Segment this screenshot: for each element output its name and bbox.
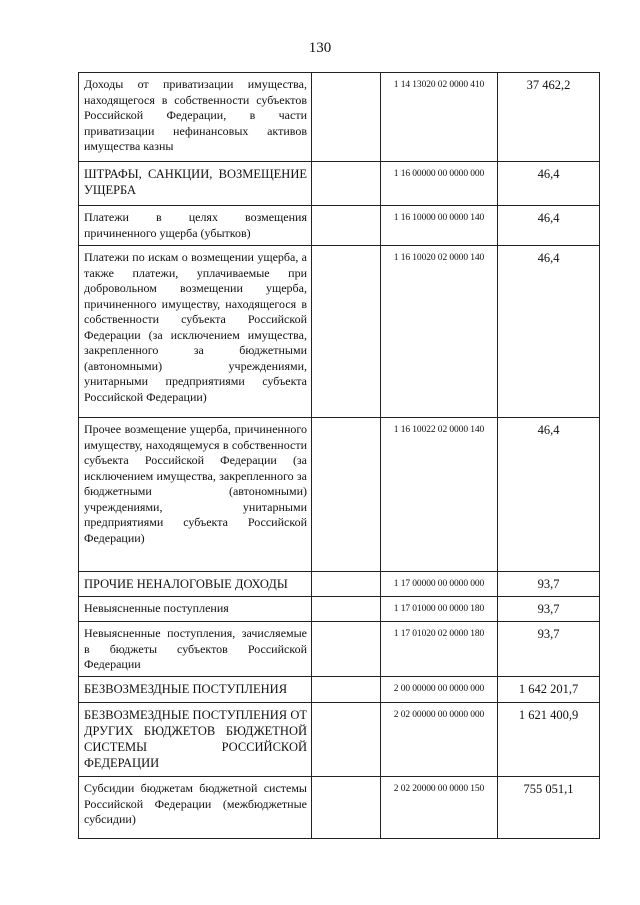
row-name: Невыясненные поступления, зачисляемые в бюджеты субъектов Российской Федерации [79, 622, 312, 677]
empty-cell [312, 597, 381, 622]
empty-cell [312, 162, 381, 206]
table-row [79, 597, 600, 622]
revenue-table [78, 72, 600, 839]
empty-cell [312, 677, 381, 703]
table-row [79, 777, 600, 839]
table-row [79, 572, 600, 597]
table-row [79, 206, 600, 246]
row-value: 93,7 [498, 572, 600, 597]
row-name: ПРОЧИЕ НЕНАЛОГОВЫЕ ДОХОДЫ [79, 572, 312, 597]
table-row [79, 162, 600, 206]
row-code: 1 16 10000 00 0000 140 [381, 206, 498, 246]
empty-cell [312, 73, 381, 162]
row-name: Платежи по искам о возмещении ущерба, а также платежи, уплачиваемые при добровольном возмещении ущерба, причиненного имуществу, находящегося в собственности субъекта Российской Федерации (за исключением имущества, закрепленного за бюджетными (автономными) учреждениями, унитарными предприятиями субъекта Российской Федерации) [79, 246, 312, 418]
row-value: 1 642 201,7 [498, 677, 600, 703]
table-row [79, 677, 600, 703]
row-name: БЕЗВОЗМЕЗДНЫЕ ПОСТУПЛЕНИЯ [79, 677, 312, 703]
row-name: Прочее возмещение ущерба, причиненного имуществу, находящемуся в собственности субъекта Российской Федерации (за исключением имущества, закрепленного за бюджетными (автономными) учреждениями, унитарными предприятиями субъекта Российской Федерации) [79, 418, 312, 572]
table-row [79, 622, 600, 677]
row-value: 93,7 [498, 622, 600, 677]
row-name: Платежи в целях возмещения причиненного ущерба (убытков) [79, 206, 312, 246]
empty-cell [312, 206, 381, 246]
row-code: 1 17 01020 02 0000 180 [381, 622, 498, 677]
row-code: 2 00 00000 00 0000 000 [381, 677, 498, 703]
row-value: 755 051,1 [498, 777, 600, 839]
row-value: 46,4 [498, 246, 600, 418]
table-row [79, 418, 600, 572]
row-value: 93,7 [498, 597, 600, 622]
table-row [79, 703, 600, 777]
page-number: 130 [308, 40, 332, 56]
empty-cell [312, 246, 381, 418]
row-code: 1 16 10022 02 0000 140 [381, 418, 498, 572]
empty-cell [312, 703, 381, 777]
row-code: 1 17 01000 00 0000 180 [381, 597, 498, 622]
row-name: ШТРАФЫ, САНКЦИИ, ВОЗМЕЩЕНИЕ УЩЕРБА [79, 162, 312, 206]
row-code: 2 02 20000 00 0000 150 [381, 777, 498, 839]
row-code: 1 16 00000 00 0000 000 [381, 162, 498, 206]
empty-cell [312, 418, 381, 572]
row-name: Невыясненные поступления [79, 597, 312, 622]
empty-cell [312, 572, 381, 597]
row-code: 1 14 13020 02 0000 410 [381, 73, 498, 162]
row-name: Доходы от приватизации имущества, находящегося в собственности субъектов Российской Федерации, в части приватизации нефинансовых активов имущества казны [79, 73, 312, 162]
empty-cell [312, 777, 381, 839]
table-row [79, 73, 600, 162]
row-value: 46,4 [498, 418, 600, 572]
row-code: 2 02 00000 00 0000 000 [381, 703, 498, 777]
row-code: 1 17 00000 00 0000 000 [381, 572, 498, 597]
table-row [79, 246, 600, 418]
row-name: БЕЗВОЗМЕЗДНЫЕ ПОСТУПЛЕНИЯ ОТ ДРУГИХ БЮДЖЕТОВ БЮДЖЕТНОЙ СИСТЕМЫ РОССИЙСКОЙ ФЕДЕРАЦИИ [79, 703, 312, 777]
row-value: 46,4 [498, 162, 600, 206]
row-value: 46,4 [498, 206, 600, 246]
empty-cell [312, 622, 381, 677]
row-value: 37 462,2 [498, 73, 600, 162]
row-code: 1 16 10020 02 0000 140 [381, 246, 498, 418]
row-value: 1 621 400,9 [498, 703, 600, 777]
row-name: Субсидии бюджетам бюджетной системы Российской Федерации (межбюджетные субсидии) [79, 777, 312, 839]
